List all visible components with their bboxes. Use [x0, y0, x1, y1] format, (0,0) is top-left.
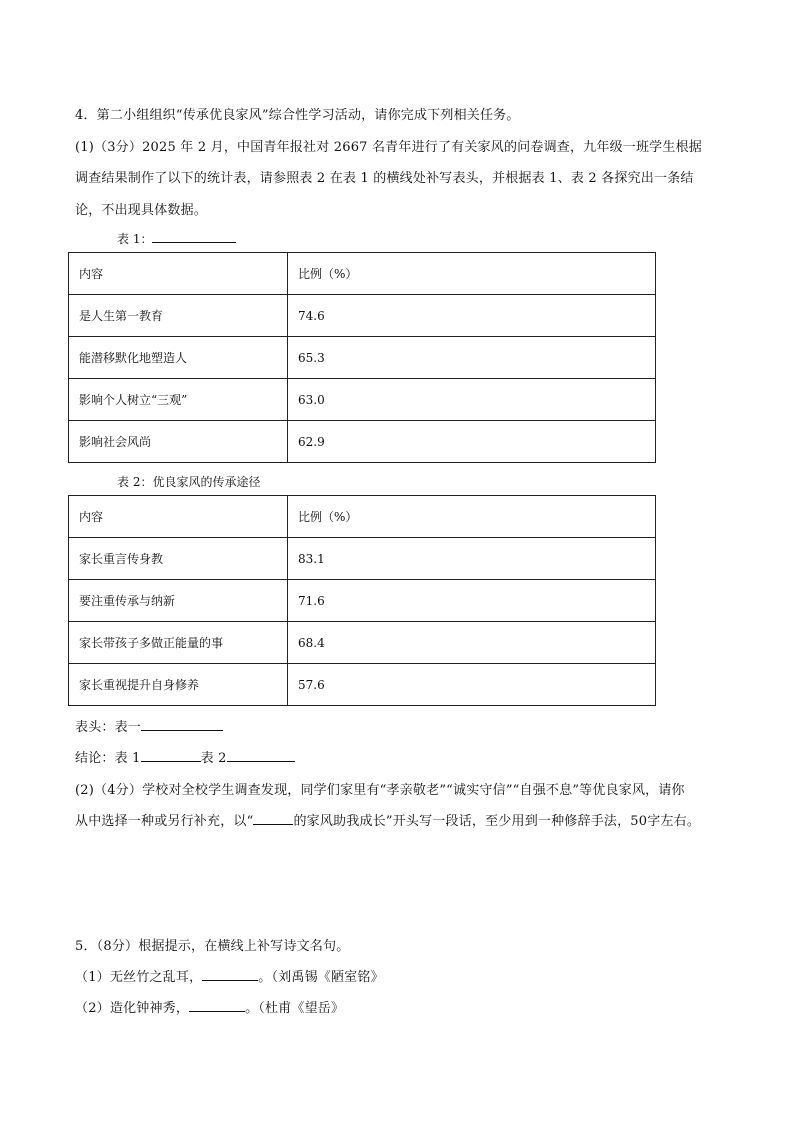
table-cell: 家长重言传身教 [69, 538, 288, 580]
q5-item1-text: （1）无丝竹之乱耳， [75, 970, 203, 985]
table-cell: 影响个人树立“三观” [69, 379, 288, 421]
q4-part2-line2 [75, 810, 700, 829]
table2-caption: 表 2：优良家风的传承途径 [117, 475, 261, 489]
conclusion-blank-1[interactable] [141, 749, 201, 762]
table-cell: 内容 [69, 253, 288, 295]
q4-part2-blank[interactable] [253, 812, 293, 825]
conclusion-label-1: 结论：表 1 [75, 751, 141, 766]
answer-header-blank[interactable] [141, 718, 223, 731]
table-cell: 65.3 [288, 337, 656, 379]
table-cell: 71.6 [288, 580, 656, 622]
q4-part2-line2-end: 的家风助我成长”开头写一段话，至少用到一种修辞手法，50字左右。 [293, 814, 701, 829]
table-row [69, 421, 656, 463]
q5-item1-blank[interactable] [202, 968, 258, 981]
table1 [68, 252, 656, 463]
table-cell: 家长重视提升自身修养 [69, 664, 288, 706]
answer-header-label: 表头：表一 [75, 720, 142, 735]
q5-item1-source: 。（刘禹锡《陋室铭》 [258, 970, 384, 985]
table-row [69, 295, 656, 337]
table1-header-blank[interactable] [152, 230, 236, 243]
table-cell: 63.0 [288, 379, 656, 421]
table1-caption [117, 230, 236, 247]
table-row [69, 664, 656, 706]
table1-caption-text: 表 1： [117, 232, 153, 246]
table-cell: 家长带孩子多做正能量的事 [69, 622, 288, 664]
q5-item2-source: 。（杜甫《望岳》 [245, 1001, 345, 1016]
table-cell: 68.4 [288, 622, 656, 664]
q5-item2-blank[interactable] [189, 999, 245, 1012]
table-row [69, 580, 656, 622]
table-cell: 62.9 [288, 421, 656, 463]
conclusion-label-2: 表 2 [200, 751, 227, 766]
q4-title: 4．第二小组组织“传承优良家风”综合性学习活动，请你完成下列相关任务。 [75, 108, 520, 123]
table-cell: 是人生第一教育 [69, 295, 288, 337]
table-row [69, 496, 656, 538]
answer-header-line [75, 716, 223, 735]
table-cell: 能潜移默化地塑造人 [69, 337, 288, 379]
table-cell: 影响社会风尚 [69, 421, 288, 463]
q5-item1 [75, 966, 384, 985]
table-row [69, 622, 656, 664]
table-row [69, 337, 656, 379]
q5-item2-text: （2）造化钟神秀， [75, 1001, 190, 1016]
table-cell: 比例（%） [288, 253, 656, 295]
table-row [69, 379, 656, 421]
q5-item2 [75, 997, 344, 1016]
q5-title: 5．（8分）根据提示，在横线上补写诗文名句。 [75, 939, 350, 954]
table2 [68, 495, 656, 706]
q4-part1-line2: 调查结果制作了以下的统计表，请参照表 2 在表 1 的横线处补写表头，并根据表 1、表 2 各探究出一条结 [75, 171, 694, 186]
table-cell: 要注重传承与纳新 [69, 580, 288, 622]
table-cell: 74.6 [288, 295, 656, 337]
conclusion-blank-2[interactable] [227, 749, 295, 762]
table-cell: 57.6 [288, 664, 656, 706]
q4-part1-line1: (1)（3分）2025 年 2 月，中国青年报社对 2667 名青年进行了有关家风的问卷调查，九年级一班学生根据 [75, 140, 702, 155]
table-cell: 内容 [69, 496, 288, 538]
q4-part2-line2-start: 从中选择一种或另行补充，以“ [75, 814, 254, 829]
table-row [69, 253, 656, 295]
q4-part2-line1: (2)（4分）学校对全校学生调查发现，同学们家里有“孝亲敬老”“诚实守信”“自强不息”等优良家风，请你 [75, 783, 685, 798]
conclusion-line [75, 747, 295, 766]
table-cell: 比例（%） [288, 496, 656, 538]
table-row [69, 538, 656, 580]
table-cell: 83.1 [288, 538, 656, 580]
q4-part1-line3: 论，不出现具体数据。 [75, 203, 208, 218]
